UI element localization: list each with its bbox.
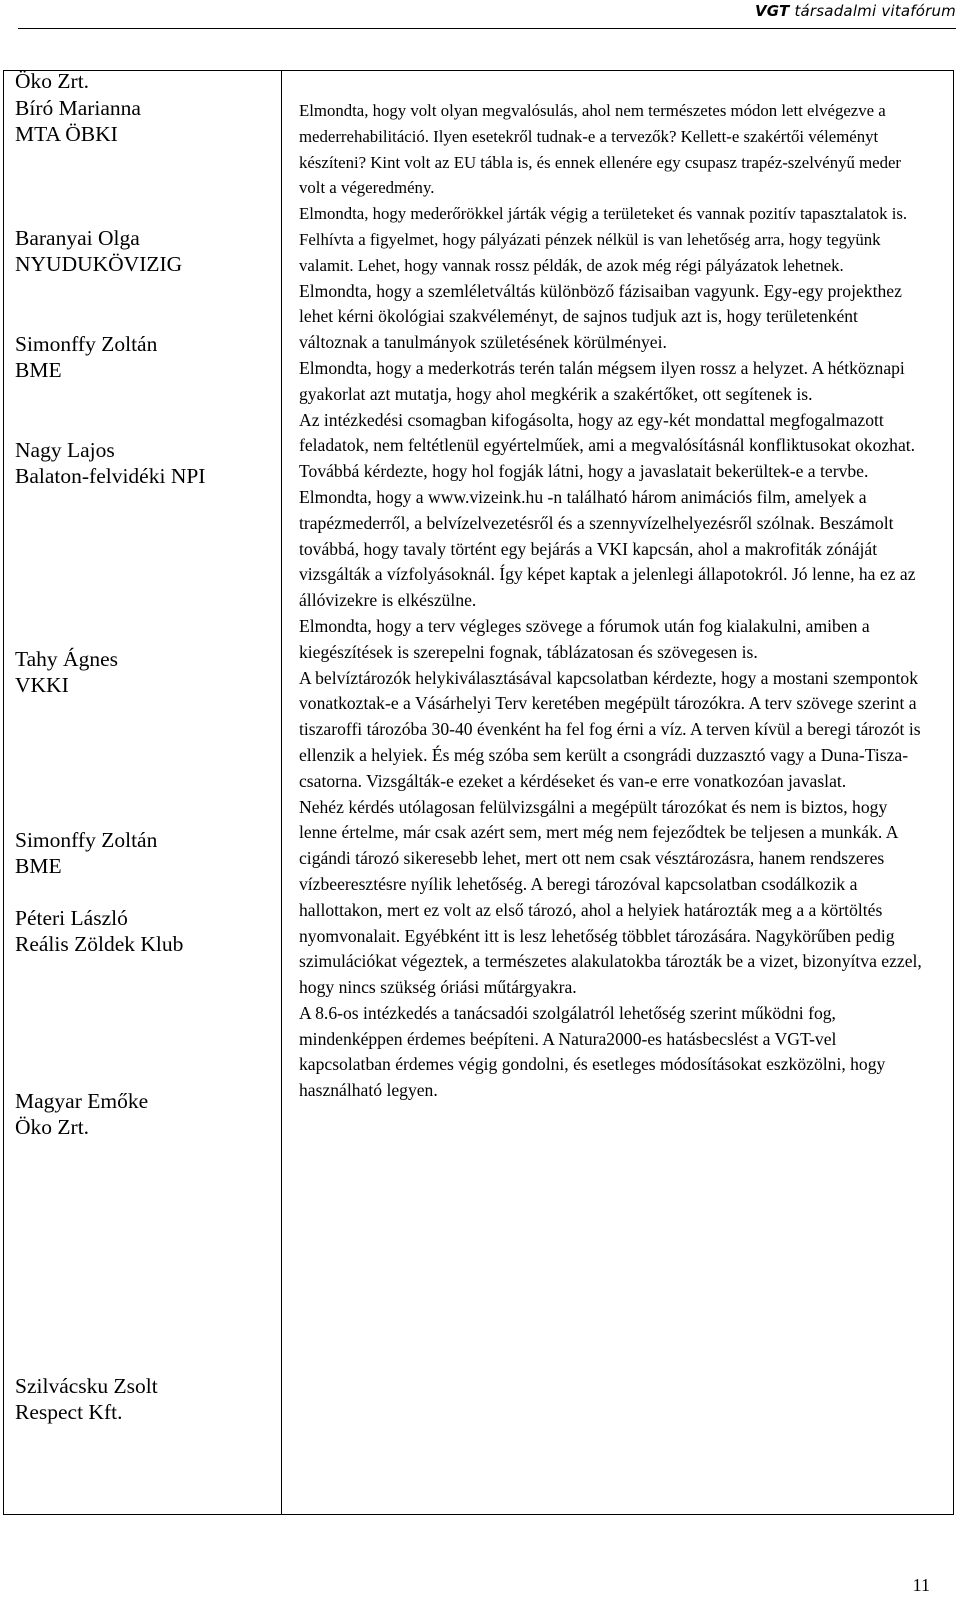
speaker-entry bbox=[15, 95, 141, 147]
speaker-org: Reális Zöldek Klub bbox=[15, 932, 184, 956]
speaker-org: Öko Zrt. bbox=[15, 69, 90, 93]
speaker-entry bbox=[15, 827, 157, 879]
speaker-org: BME bbox=[15, 358, 62, 382]
speaker-entry bbox=[15, 905, 183, 957]
speaker-entry bbox=[15, 1373, 158, 1425]
speaker-name: Simonffy Zoltán bbox=[15, 828, 158, 852]
header-brand: VGT bbox=[754, 2, 790, 20]
note-paragraph: Elmondta, hogy a terv végleges szövege a fórumok után fog kialakulni, amiben a kiegészítések is szerepelni fognak, táblázatosan és szövegesen is. bbox=[299, 615, 870, 662]
header-title-rest: társadalmi vitafórum bbox=[789, 2, 956, 20]
speaker-org: Respect Kft. bbox=[15, 1400, 123, 1424]
column-divider bbox=[281, 71, 282, 1514]
speaker-name: Szilvácsku Zsolt bbox=[15, 1374, 158, 1398]
notes-column bbox=[299, 98, 929, 1104]
note-paragraph: Elmondta, hogy a szemléletváltás különböző fázisaiban vagyunk. Egy-egy projekthez lehet kérni ökológiai szakvéleményt, de sajnos tudjuk azt is, hogy területenként változnak a tanulmányok születésének körülményei. bbox=[299, 280, 902, 353]
note-paragraph: A belvíztározók helykiválasztásával kapcsolatban kérdezte, hogy a mostani szempontok vonatkoztak-e a Vásárhelyi Terv keretében megépült tározókra. A terv szövege szerint a tiszaroffi tározóba 30-40 évenként ha fel fog érni a víz. A terven kívül a beregi tározót is ellenzik a helyiek. És még szóba sem került a csongrádi duzzasztó vagy a Duna-Tisza-csatorna. Vizsgálták-e ezeket a kérdéseket és van-e erre vonatkozóan javaslat. bbox=[299, 667, 921, 791]
note-paragraph: Az intézkedési csomagban kifogásolta, hogy az egy-két mondattal megfogalmazott feladatok, nem feltétlenül egyértelműek, ami a megvalósításnál konfliktusokat okozhat. Továbbá kérdezte, hogy hol fogják látni, hogy a javaslatait bekerültek-e a tervbe. bbox=[299, 409, 916, 482]
note-paragraph: Elmondta, hogy mederőrökkel járták végig a területeket és vannak pozitív tapasztalatok is. Felhívta a figyelmet, hogy pályázati pénzek nélkül is van lehetőség arra, hogy tegyünk valamit. Lehet, hogy vannak rossz példák, de azok még régi pályázatok lehetnek. bbox=[299, 204, 908, 275]
minutes-table bbox=[3, 70, 954, 1515]
header-title bbox=[755, 2, 956, 20]
page-header bbox=[18, 0, 956, 29]
note-paragraph: Elmondta, hogy a www.vizeink.hu -n található három animációs film, amelyek a trapézmederről, a belvízelvezetésről és a szennyvízelhelyezésről szólnak. Beszámolt továbbá, hogy tavaly történt egy bejárás a VKI kapcsán, ahol a makrofiták zónáját vizsgálták a vízfolyásoknál. Így képet kaptak a jelenlegi állapotokról. Jó lenne, ha ez az állóvizekre is elkészülne. bbox=[299, 486, 916, 611]
speaker-name: Tahy Ágnes bbox=[15, 647, 118, 671]
speaker-entry bbox=[15, 225, 182, 277]
speaker-org: MTA ÖBKI bbox=[15, 122, 118, 146]
speaker-entry bbox=[15, 646, 118, 698]
speaker-entry bbox=[15, 1088, 148, 1140]
speaker-name: Simonffy Zoltán bbox=[15, 332, 158, 356]
page-number: 11 bbox=[912, 1575, 930, 1595]
speaker-name: Magyar Emőke bbox=[15, 1089, 149, 1113]
note-paragraph: A 8.6-os intézkedés a tanácsadói szolgálatról lehetőség szerint működni fog, mindenképpen érdemes beépíteni. A Natura2000-es hatásbecslést a VGT-vel kapcsolatban érdemes végig gondolni, és esetleges módosításokat eszközölni, hogy használható legyen. bbox=[299, 1002, 886, 1101]
speaker-entry bbox=[15, 331, 157, 383]
speaker-name: Nagy Lajos bbox=[15, 438, 115, 462]
speaker-org: Balaton-felvidéki NPI bbox=[15, 464, 206, 488]
speaker-name: Baranyai Olga bbox=[15, 226, 140, 250]
speaker-entry bbox=[15, 437, 205, 489]
speaker-name: Bíró Marianna bbox=[15, 96, 141, 120]
speaker-org: Öko Zrt. bbox=[15, 1115, 90, 1139]
speaker-entry bbox=[15, 68, 89, 94]
speaker-org: BME bbox=[15, 854, 62, 878]
note-paragraph: Nehéz kérdés utólagosan felülvizsgálni a megépült tározókat és nem is biztos, hogy lenne értelme, már csak azért sem, mert még nem fejeződtek be teljesen a munkák. A cigándi tározó sikeresebb lehet, mert ott nem csak vésztározásra, hanem rendszeres vízbeeresztésre nyílik lehetőség. A beregi tározóval kapcsolatban csodálkozik a hallottakon, mert ez volt az első tározó, ahol a helyiek határozták meg a a körtöltés nyomvonalait. Egyébként itt is lesz lehetőség többlet tározására. Nagykörűben pedig szimulációkat végeztek, a természetes alakulatokba tározták be a vizet, bizonyítva ezzel, hogy nincs szükség óriási műtárgyakra. bbox=[299, 796, 922, 998]
speaker-org: VKKI bbox=[15, 673, 69, 697]
speaker-name: Péteri László bbox=[15, 906, 128, 930]
speaker-org: NYUDUKÖVIZIG bbox=[15, 252, 183, 276]
note-paragraph: Elmondta, hogy a mederkotrás terén talán mégsem ilyen rossz a helyzet. A hétköznapi gyakorlat azt mutatja, hogy ahol megkérik a szakértőket, ott segítenek is. bbox=[299, 357, 905, 404]
note-paragraph: Elmondta, hogy volt olyan megvalósulás, ahol nem természetes módon lett elvégezve a mederrehabilitáció. Ilyen esetekről tudnak-e a tervezők? Kellett-e szakértői véleményt készíteni? Kint volt az EU tábla is, és ennek ellenére egy csupasz trapéz-szelvényű meder volt a végeredmény. bbox=[299, 101, 902, 198]
